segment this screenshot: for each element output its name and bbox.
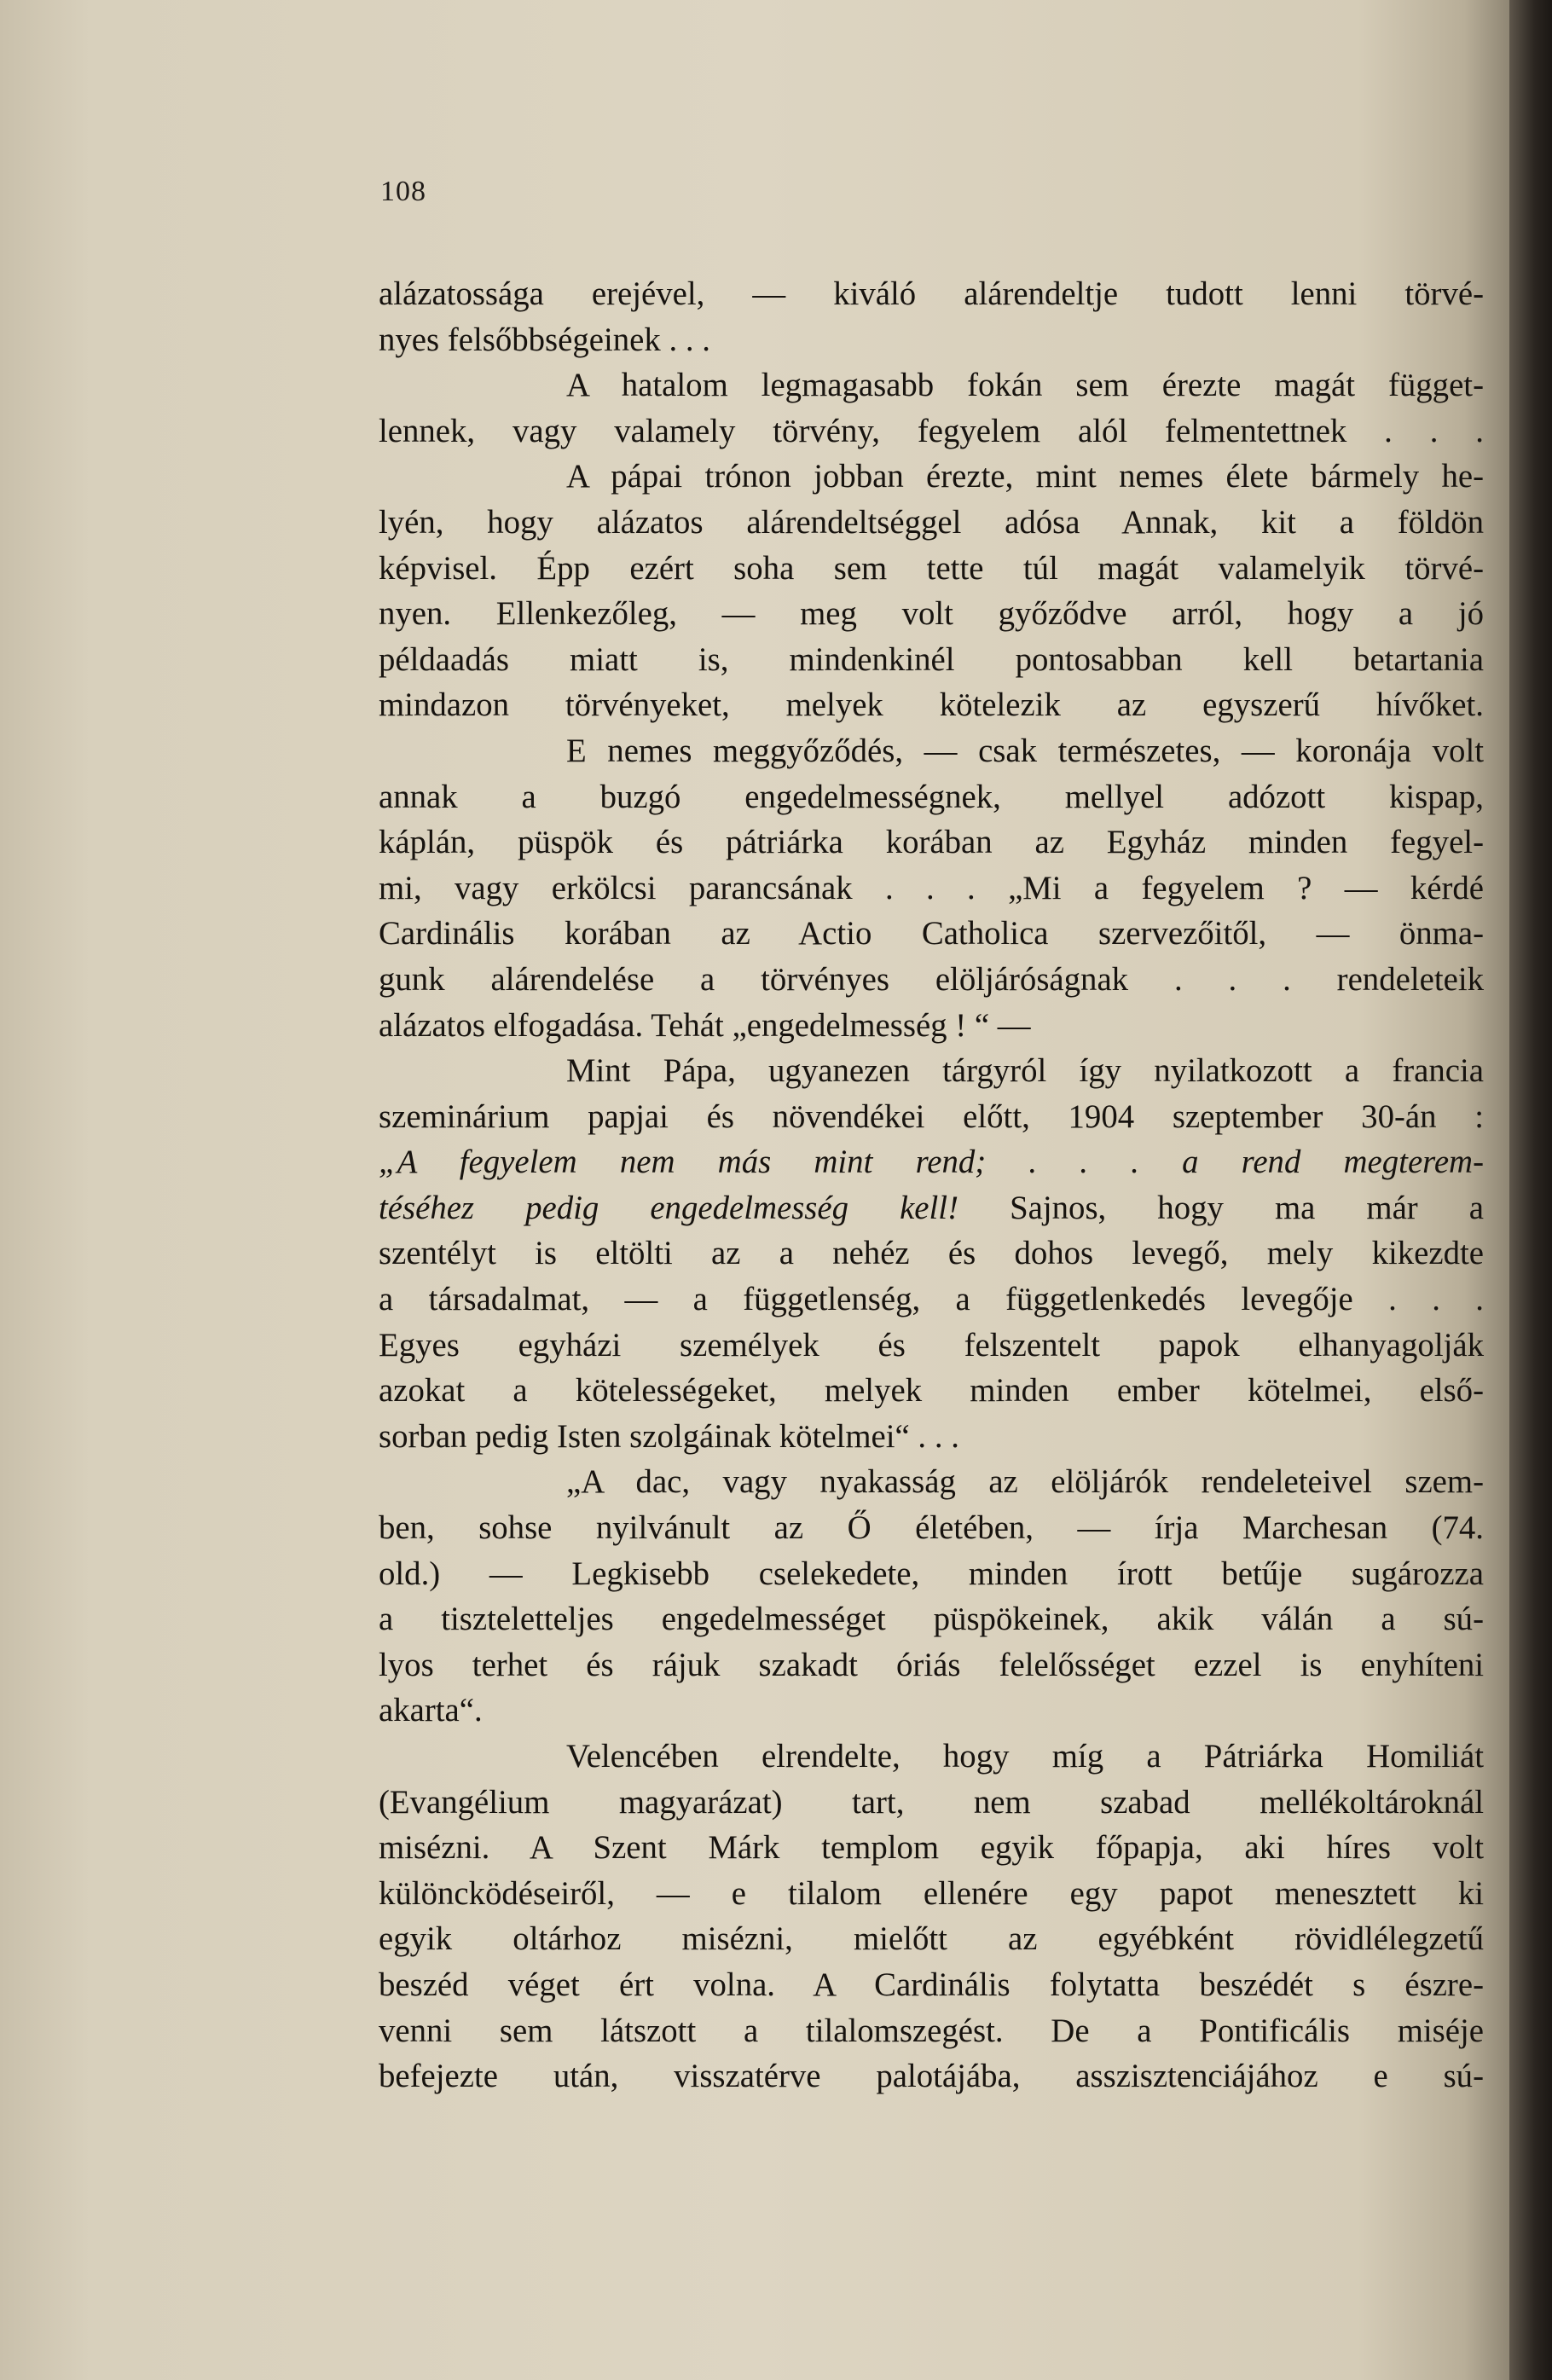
text-line: lyos terhet és rájuk szakadt óriás felelősséget ezzel is enyhíteni [379, 1646, 1484, 1683]
text-line: a társadalmat, — a függetlenség, a függetlenkedés levegője . . . [379, 1281, 1484, 1318]
text-line: nyes felsőbbségeinek . . . [379, 321, 710, 358]
text-line: befejezte után, visszatérve palotájába, asszisztenciájához e sú- [379, 2058, 1484, 2095]
text-line: példaadás miatt is, mindenkinél pontosabban kell betartania [379, 640, 1484, 678]
text-line: lennek, vagy valamely törvény, fegyelem alól felmentettnek . . . [379, 412, 1484, 449]
text-line: mindazon törvényeket, melyek kötelezik az egyszerű hívőket. [379, 686, 1484, 724]
text-line: „A fegyelem nem más mint rend; . . . a rend megterem- [379, 1144, 1484, 1181]
text-line: gunk alárendelése a törvényes elöljáróságnak . . . rendeleteik [379, 960, 1484, 998]
text-line: káplán, püspök és pátriárka korában az Egyház minden fegyel- [379, 824, 1484, 861]
text-line: egyik oltárhoz misézni, mielőtt az egyébként rövidlélegzetű [379, 1920, 1484, 1958]
text-line: különcködéseiről, — e tilalom ellenére egy papot menesztett ki [379, 1874, 1484, 1912]
text-line: E nemes meggyőződés, — csak természetes, — koronája volt [566, 732, 1484, 769]
text-line: beszéd véget ért volna. A Cardinális folytatta beszédét s észre- [379, 1966, 1484, 2003]
text-line: alázatos elfogadása. Tehát „engedelmesség ! “ — [379, 1006, 1031, 1044]
text-line: képvisel. Épp ezért soha sem tette túl magát valamelyik törvé- [379, 549, 1484, 587]
text-line: téséhez pedig engedelmesség kell! Sajnos, hogy ma már a [379, 1189, 1484, 1226]
text-line: szentélyt is eltölti az a nehéz és dohos levegő, mely kikezdte [379, 1235, 1484, 1272]
text-line: ben, sohse nyilvánult az Ő életében, — írja Marchesan (74. [379, 1509, 1484, 1547]
text-line: akarta“. [379, 1692, 483, 1729]
text-line: old.) — Legkisebb cselekedete, minden írott betűje sugározza [379, 1555, 1484, 1592]
book-spine-shadow [1509, 0, 1552, 2380]
page-number: 108 [380, 176, 426, 207]
text-line: nyen. Ellenkezőleg, — meg volt győződve arról, hogy a jó [379, 595, 1484, 633]
text-line: Cardinális korában az Actio Catholica szervezőitől, — önma- [379, 915, 1484, 953]
text-line: Velencében elrendelte, hogy míg a Pátriárka Homiliát [566, 1738, 1484, 1775]
text-line: venni sem látszott a tilalomszegést. De a Pontificális miséje [379, 2012, 1484, 2049]
text-line: lyén, hogy alázatos alárendeltséggel adósa Annak, kit a földön [379, 503, 1484, 541]
text-line: annak a buzgó engedelmességnek, mellyel adózott kispap, [379, 778, 1484, 815]
text-line: Egyes egyházi személyek és felszentelt papok elhanyagolják [379, 1326, 1484, 1364]
text-line: a tiszteletteljes engedelmességet püspökeinek, akik válán a sú- [379, 1601, 1484, 1638]
text-line: Mint Pápa, ugyanezen tárgyról így nyilatkozott a francia [566, 1052, 1484, 1090]
body-text [379, 271, 1484, 2099]
text-line: sorban pedig Isten szolgáinak kötelmei“ . . . [379, 1417, 959, 1455]
text-line: alázatossága erejével, — kiváló alárendeltje tudott lenni törvé- [379, 275, 1484, 312]
text-line: A pápai trónon jobban érezte, mint nemes élete bármely he- [566, 458, 1484, 495]
text-line: A hatalom legmagasabb fokán sem érezte magát függet- [566, 367, 1484, 404]
text-line: mi, vagy erkölcsi parancsának . . . „Mi a fegyelem ? — kérdé [379, 869, 1484, 906]
text-line: szeminárium papjai és növendékei előtt, 1904 szeptember 30-án : [379, 1097, 1484, 1135]
text-line: misézni. A Szent Márk templom egyik főpapja, aki híres volt [379, 1829, 1484, 1867]
text-line: azokat a kötelességeket, melyek minden ember kötelmei, első- [379, 1372, 1484, 1410]
text-line: (Evangélium magyarázat) tart, nem szabad mellékoltároknál [379, 1783, 1484, 1821]
text-line: „A dac, vagy nyakasság az elöljárók rendeleteivel szem- [566, 1463, 1484, 1501]
